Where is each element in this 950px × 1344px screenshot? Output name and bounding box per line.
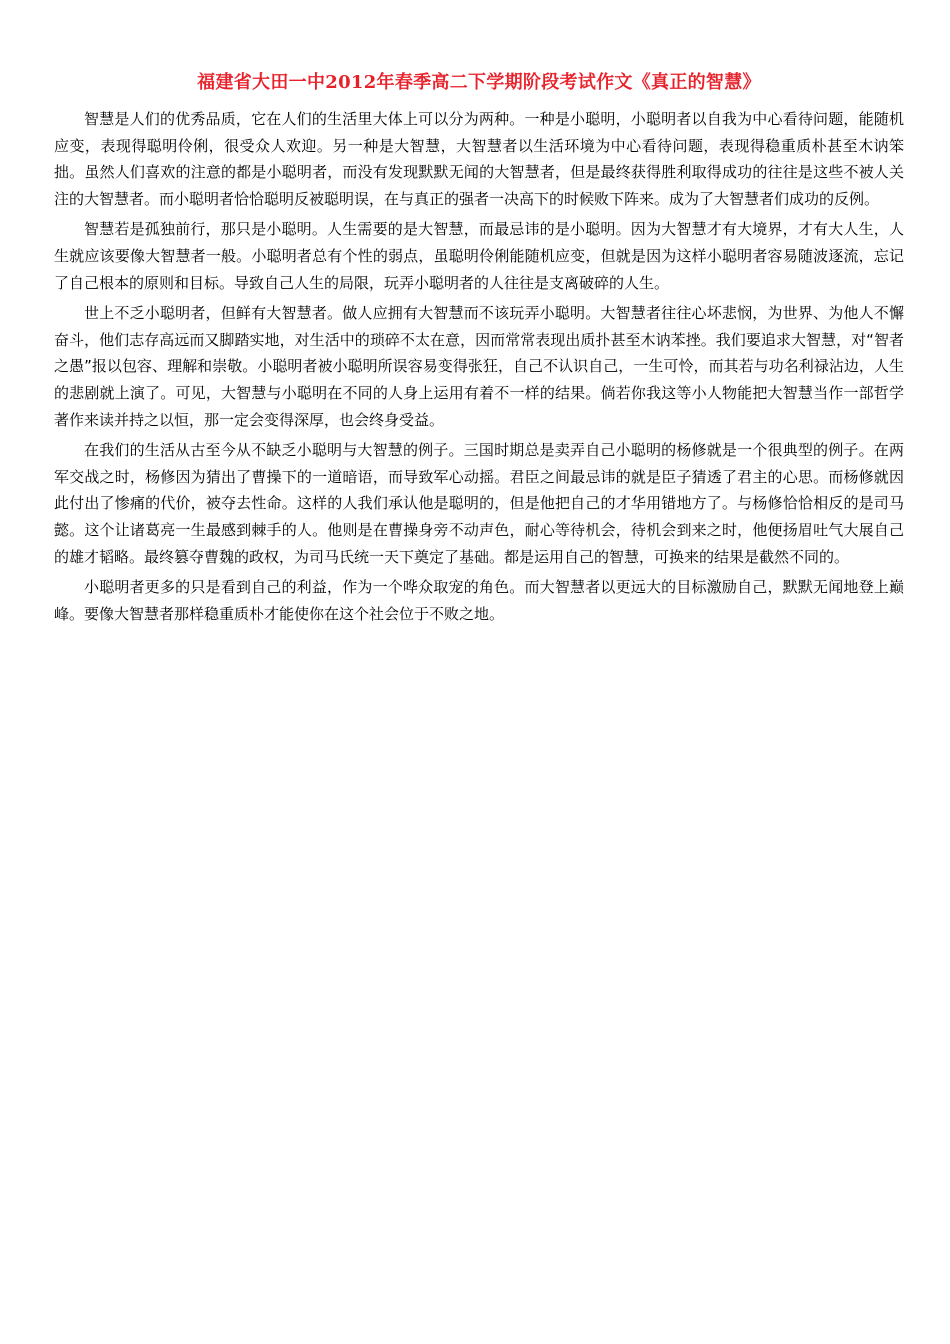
- essay-page: [54, 70, 904, 631]
- essay-paragraph-3: 世上不乏小聪明者，但鲜有大智慧者。做人应拥有大智慧而不该玩弄小聪明。大智慧者往往心坏悲悯，为世界、为他人不懈奋斗，他们志存高远而又脚踏实地，对生活中的琐碎不太在意，因而常常表现出质扑甚至木讷苯挫。我们要追求大智慧，对“智者之愚”报以包容、理解和崇敬。小聪明者被小聪明所误容易变得张狂，自己不认识自己，一生可怜，而其若与功名利禄沾边，人生的悲剧就上演了。可见，大智慧与小聪明在不同的人身上运用有着不一样的结果。倘若你我这等小人物能把大智慧当作一部哲学著作来读并持之以恒，那一定会变得深厚，也会终身受益。: [54, 304, 904, 429]
- essay-title: 福建省大田一中2012年春季高二下学期阶段考试作文《真正的智慧》: [197, 72, 761, 93]
- essay-paragraph-4: 在我们的生活从古至今从不缺乏小聪明与大智慧的例子。三国时期总是卖弄自己小聪明的杨修就是一个很典型的例子。在两军交战之时，杨修因为猜出了曹操下的一道暗语，而导致军心动摇。君臣之间最忌讳的就是臣子猜透了君主的心思。而杨修就因此付出了惨痛的代价，被夺去性命。这样的人我们承认他是聪明的，但是他把自己的才华用错地方了。与杨修恰恰相反的是司马懿。这个让诸葛亮一生最感到棘手的人。他则是在曹操身旁不动声色，耐心等待机会，待机会到来之时，他便扬眉吐气大展自己的雄才韬略。最终篡夺曹魏的政权，为司马氏统一天下奠定了基础。都是运用自己的智慧，可换来的结果是截然不同的。: [54, 441, 904, 566]
- essay-paragraph-1: 智慧是人们的优秀品质，它在人们的生活里大体上可以分为两种。一种是小聪明，小聪明者以自我为中心看待问题，能随机应变，表现得聪明伶俐，很受众人欢迎。另一种是大智慧，大智慧者以生活环境为中心看待问题，表现得稳重质朴甚至木讷笨拙。虽然人们喜欢的注意的都是小聪明者，而没有发现默默无闻的大智慧者，但是最终获得胜利取得成功的往往是这些不被人关注的大智慧者。而小聪明者恰恰聪明反被聪明误，在与真正的强者一决高下的时候败下阵来。成为了大智慧者们成功的反例。: [54, 110, 904, 208]
- essay-paragraph-2: 智慧若是孤独前行，那只是小聪明。人生需要的是大智慧，而最忌讳的是小聪明。因为大智慧才有大境界，才有大人生，人生就应该要像大智慧者一般。小聪明者总有个性的弱点，虽聪明伶俐能随机应变，但就是因为这样小聪明者容易随波逐流，忘记了自己根本的原则和目标。导致自己人生的局限，玩弄小聪明者的人往往是支离破碎的人生。: [54, 220, 904, 292]
- essay-paragraph-5: 小聪明者更多的只是看到自己的利益，作为一个哗众取宠的角色。而大智慧者以更远大的目标激励自己，默默无闻地登上巅峰。要像大智慧者那样稳重质朴才能使你在这个社会位于不败之地。: [54, 578, 904, 623]
